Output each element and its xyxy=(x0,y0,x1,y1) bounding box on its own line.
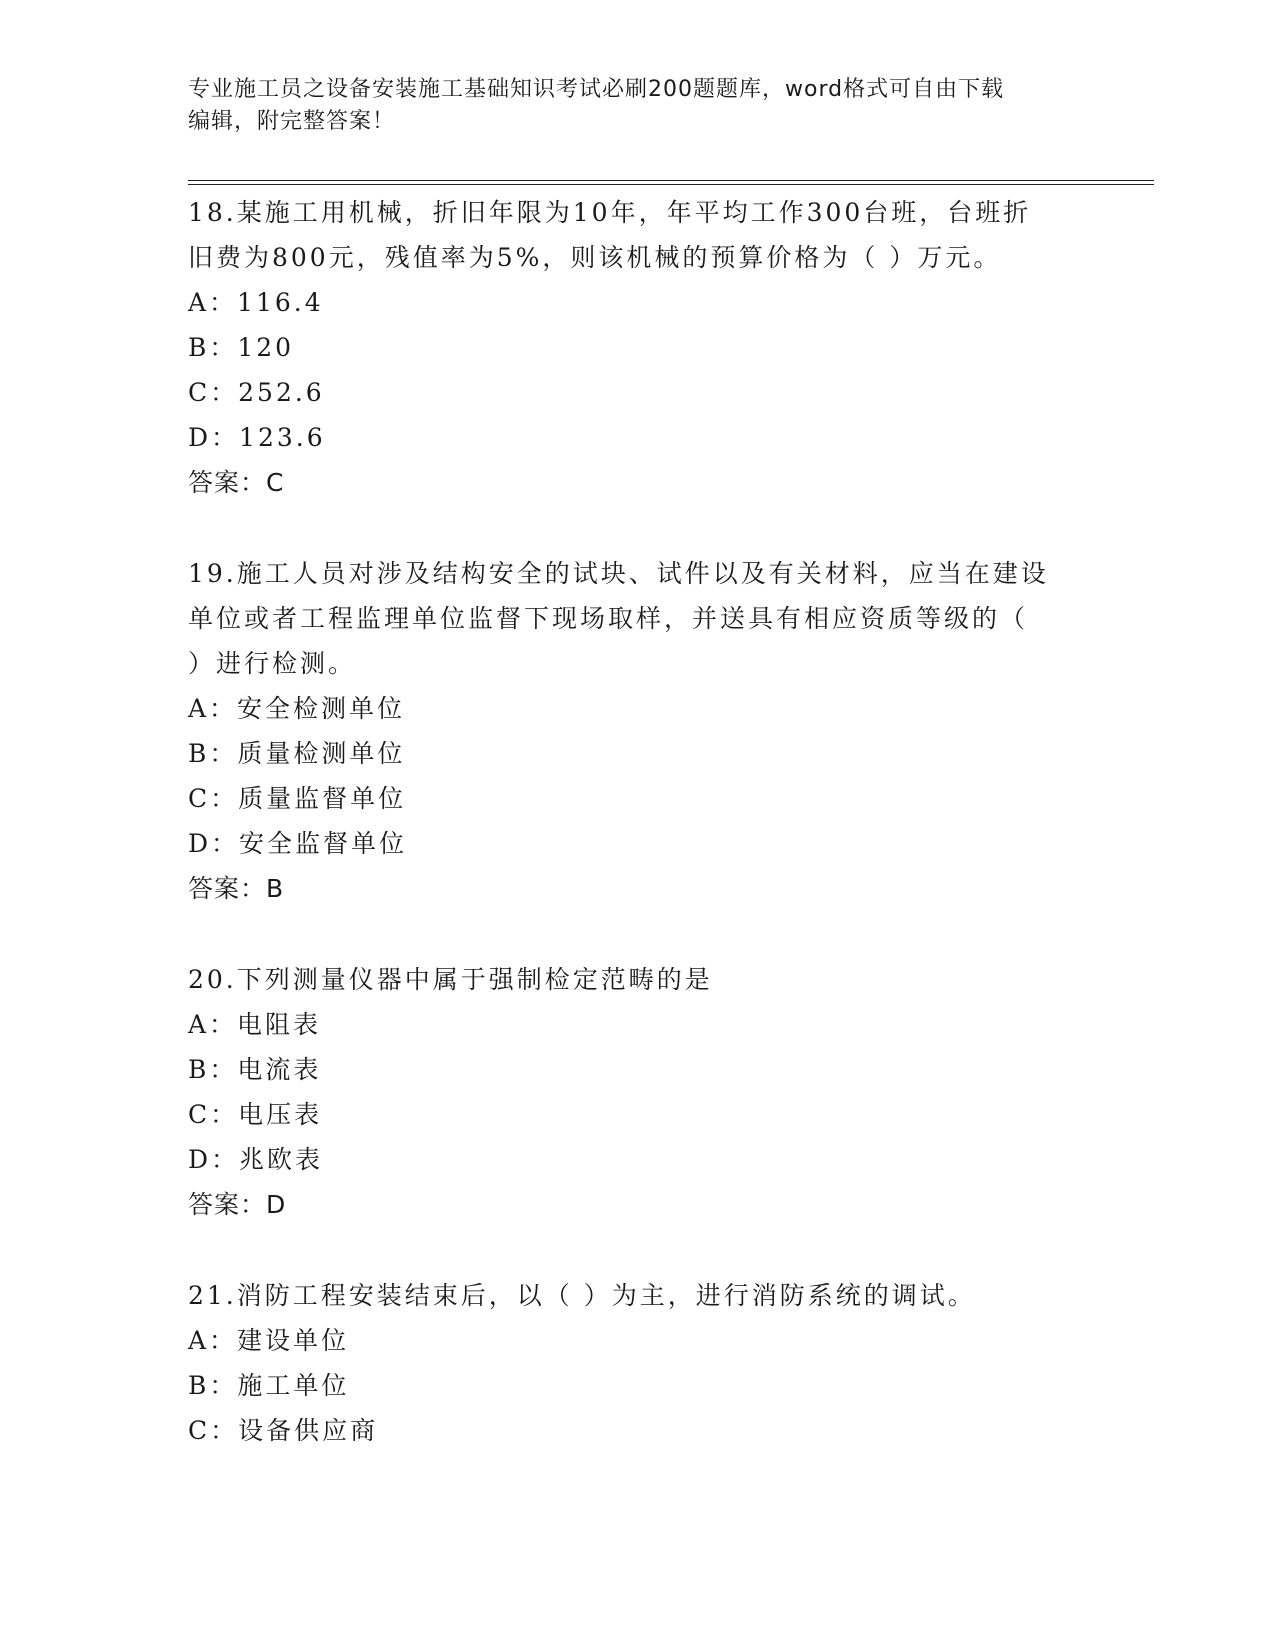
option-c: C：电压表 xyxy=(188,1100,323,1129)
question-21 xyxy=(188,1273,1088,1453)
question-text-line: 21.消防工程安装结束后，以（ ）为主，进行消防系统的调试。 xyxy=(188,1281,976,1310)
question-18 xyxy=(188,190,1088,505)
question-text-line: ）进行检测。 xyxy=(188,649,357,678)
answer-label: 答案：C xyxy=(188,468,285,497)
question-list xyxy=(188,190,1088,1499)
option-d: D：兆欧表 xyxy=(188,1145,324,1174)
question-19 xyxy=(188,551,1088,911)
option-b: B：120 xyxy=(188,333,295,362)
option-c: C：252.6 xyxy=(188,378,325,407)
header-divider-bottom xyxy=(188,184,1154,185)
option-b: B：施工单位 xyxy=(188,1371,350,1400)
question-text-line: 单位或者工程监理单位监督下现场取样，并送具有相应资质等级的（ xyxy=(188,604,1029,633)
option-d: D：123.6 xyxy=(188,423,326,452)
option-a: A：116.4 xyxy=(188,288,324,317)
answer-label: 答案：B xyxy=(188,874,285,903)
option-b: B：电流表 xyxy=(188,1055,322,1084)
header-divider-top xyxy=(188,180,1154,181)
option-c: C：质量监督单位 xyxy=(188,784,407,813)
question-text-line: 20.下列测量仪器中属于强制检定范畴的是 xyxy=(188,965,713,994)
option-a: A：建设单位 xyxy=(188,1326,350,1355)
header-line-1: 专业施工员之设备安装施工基础知识考试必刷200题题库，word格式可自由下载 xyxy=(188,77,1005,102)
option-a: A：安全检测单位 xyxy=(188,694,406,723)
question-20 xyxy=(188,957,1088,1227)
question-text-line: 18.某施工用机械，折旧年限为10年，年平均工作300台班，台班折 xyxy=(188,198,1032,227)
option-a: A：电阻表 xyxy=(188,1010,322,1039)
answer-label: 答案：D xyxy=(188,1190,287,1219)
question-text-line: 19.施工人员对涉及结构安全的试块、试件以及有关材料，应当在建设 xyxy=(188,559,1049,588)
option-d: D：安全监督单位 xyxy=(188,829,408,858)
question-text-line: 旧费为800元，残值率为5%，则该机械的预算价格为（ ）万元。 xyxy=(188,243,1002,272)
option-c: C：设备供应商 xyxy=(188,1416,379,1445)
header-line-2: 编辑，附完整答案！ xyxy=(188,109,396,134)
option-b: B：质量检测单位 xyxy=(188,739,406,768)
document-header xyxy=(188,74,1088,138)
